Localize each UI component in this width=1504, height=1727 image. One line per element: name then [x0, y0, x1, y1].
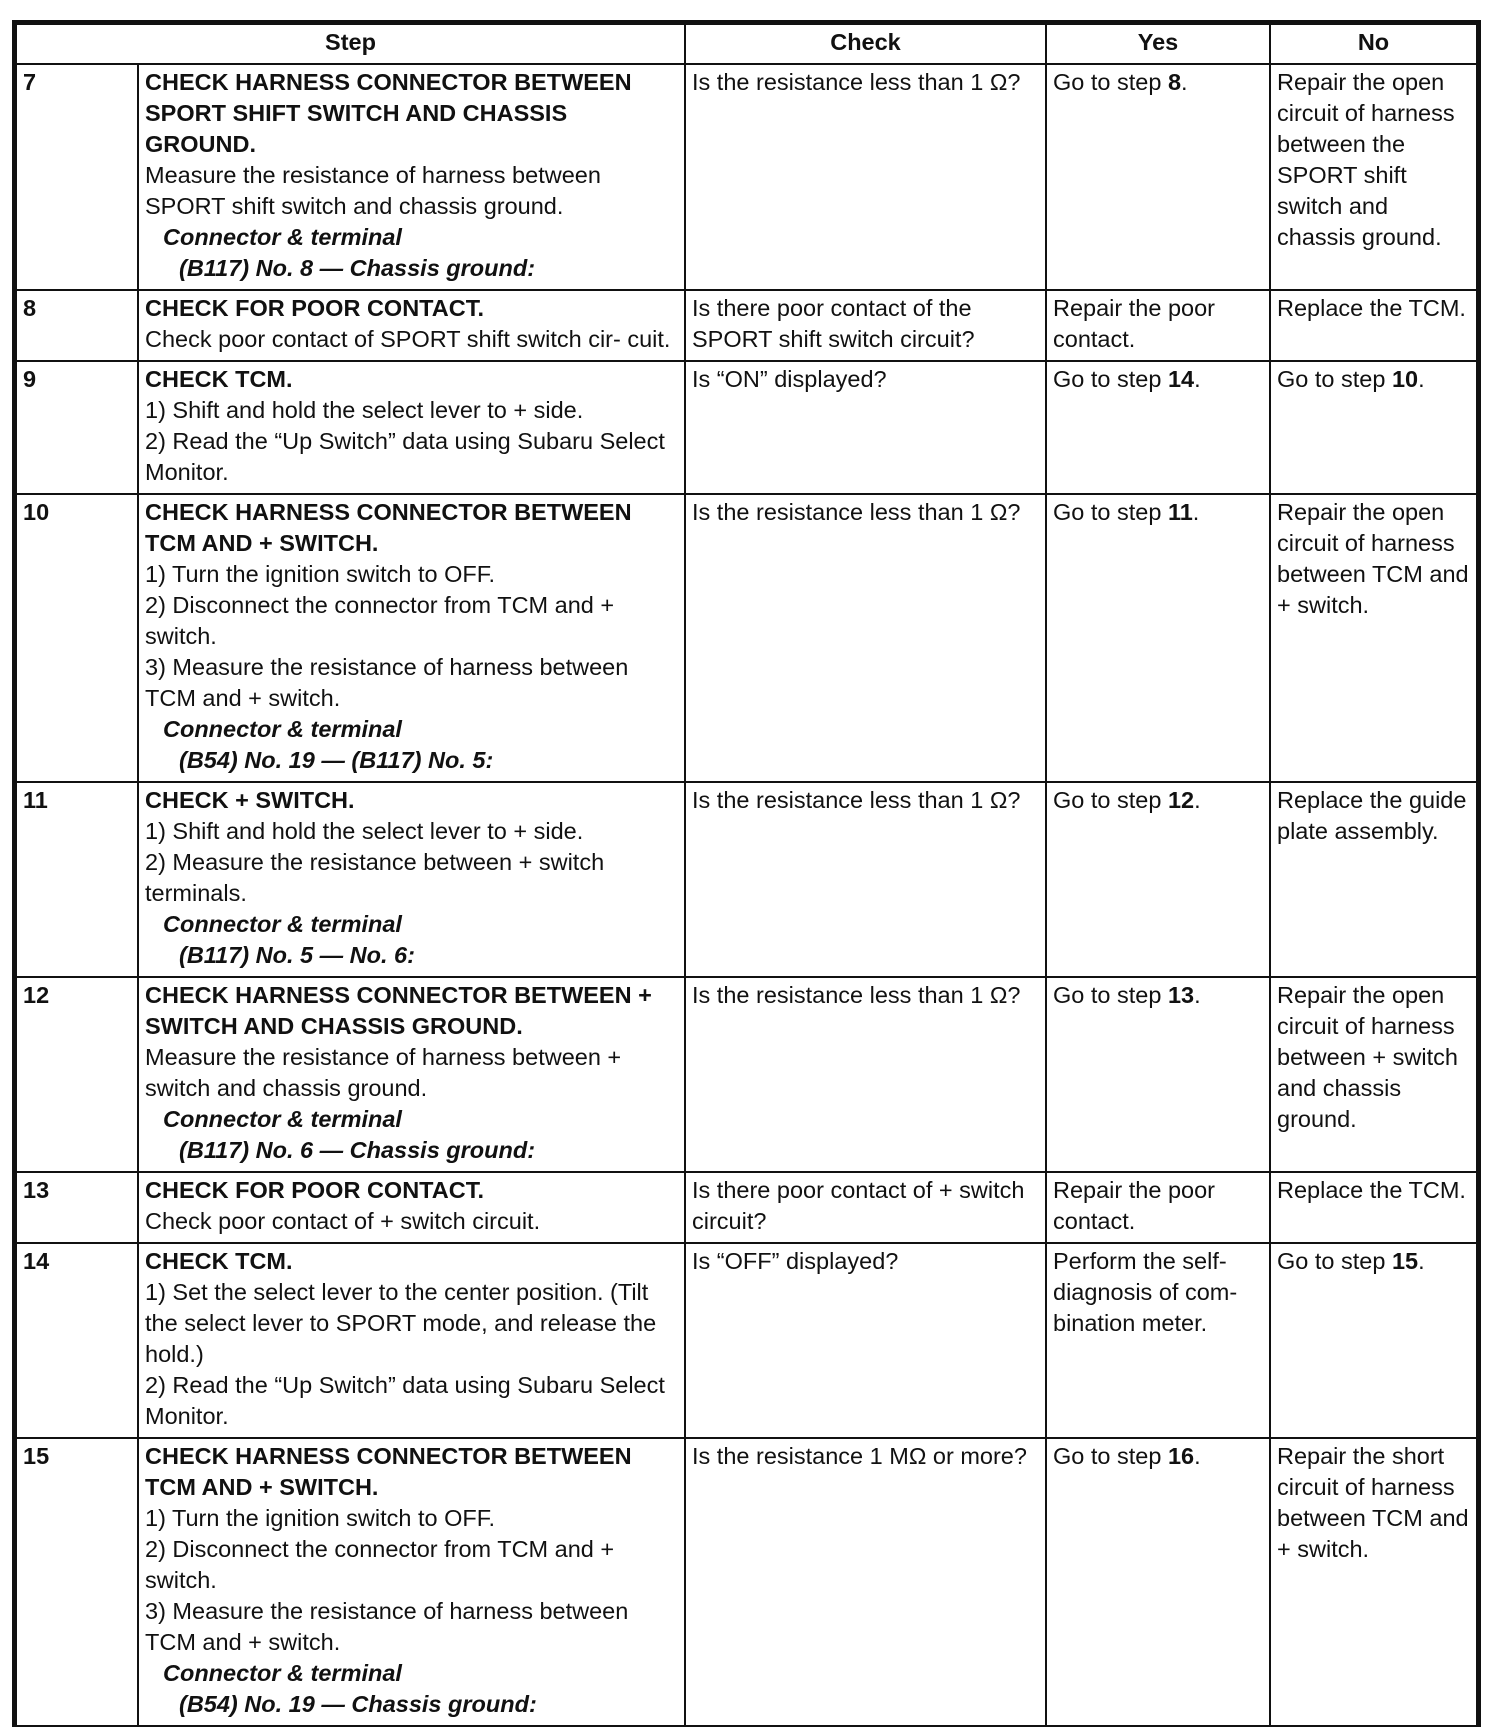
header-step: Step [16, 24, 685, 64]
check-cell: Is the resistance less than 1 Ω? [685, 782, 1046, 977]
table-row [16, 361, 1477, 494]
check-cell: Is “ON” displayed? [685, 361, 1046, 494]
step-title: CHECK FOR POOR CONTACT. [145, 1177, 485, 1203]
yes-cell: Repair the poor contact. [1046, 1172, 1270, 1243]
step-instruction: 1) Shift and hold the select lever to + side. [145, 818, 584, 844]
check-cell: Is the resistance 1 MΩ or more? [685, 1438, 1046, 1726]
check-cell: Is “OFF” displayed? [685, 1243, 1046, 1438]
header-row [16, 24, 1477, 64]
step-instruction: 1) Set the select lever to the center position. (Tilt the select lever to SPORT mode, and release the hold.) [145, 1279, 657, 1367]
step-number: 13 [16, 1172, 138, 1243]
step-instruction: 3) Measure the resistance of harness between TCM and + switch. [145, 1598, 629, 1655]
table-row [16, 290, 1477, 361]
step-number: 9 [16, 361, 138, 494]
header-check: Check [685, 24, 1046, 64]
yes-cell: Go to step 16. [1046, 1438, 1270, 1726]
table-row [16, 977, 1477, 1172]
step-instruction: 2) Disconnect the connector from TCM and + switch. [145, 592, 615, 649]
table-row [16, 1172, 1477, 1243]
connector-label: Connector & terminal [163, 224, 402, 250]
step-instruction: 2) Disconnect the connector from TCM and + switch. [145, 1536, 615, 1593]
yes-step-ref: 11 [1167, 499, 1193, 525]
yes-cell: Go to step 11. [1046, 494, 1270, 782]
step-instruction: Measure the resistance of harness between SPORT shift switch and chassis ground. [145, 162, 601, 219]
yes-cell: Go to step 12. [1046, 782, 1270, 977]
yes-step-ref: 13 [1167, 982, 1195, 1008]
step-number: 7 [16, 64, 138, 290]
step-instruction: 1) Shift and hold the select lever to + side. [145, 397, 584, 423]
yes-step-ref: 8 [1167, 69, 1182, 95]
step-number: 15 [16, 1438, 138, 1726]
table-row [16, 782, 1477, 977]
no-cell: Repair the open circuit of harness between TCM and + switch. [1270, 494, 1477, 782]
yes-step-ref: 12 [1167, 787, 1195, 813]
step-instruction: Check poor contact of SPORT shift switch cir- cuit. [145, 326, 671, 352]
step-instruction: 1) Turn the ignition switch to OFF. [145, 561, 496, 587]
step-instruction: 2) Read the “Up Switch” data using Subaru Select Monitor. [145, 1372, 665, 1429]
yes-cell: Go to step 13. [1046, 977, 1270, 1172]
check-cell: Is there poor contact of the SPORT shift switch circuit? [685, 290, 1046, 361]
step-number: 12 [16, 977, 138, 1172]
diagnostic-table [15, 23, 1478, 1727]
yes-step-ref: 14 [1167, 366, 1195, 392]
no-cell: Replace the TCM. [1270, 290, 1477, 361]
header-no: No [1270, 24, 1477, 64]
no-step-ref: 10 [1391, 366, 1419, 392]
connector-label: Connector & terminal [163, 1660, 402, 1686]
step-number: 14 [16, 1243, 138, 1438]
header-yes: Yes [1046, 24, 1270, 64]
no-cell: Repair the short circuit of harness between TCM and + switch. [1270, 1438, 1477, 1726]
yes-step-ref: 16 [1167, 1443, 1195, 1469]
step-instruction: 2) Measure the resistance between + switch terminals. [145, 849, 605, 906]
no-cell: Replace the guide plate assembly. [1270, 782, 1477, 977]
step-content [138, 494, 685, 782]
table-row [16, 1243, 1477, 1438]
step-title: CHECK FOR POOR CONTACT. [145, 295, 485, 321]
connector-terminal: (B54) No. 19 — Chassis ground: [179, 1691, 537, 1717]
step-instruction: Check poor contact of + switch circuit. [145, 1208, 541, 1234]
check-cell: Is there poor contact of + switch circuit? [685, 1172, 1046, 1243]
step-number: 8 [16, 290, 138, 361]
check-cell: Is the resistance less than 1 Ω? [685, 64, 1046, 290]
connector-label: Connector & terminal [163, 911, 402, 937]
yes-cell: Go to step 14. [1046, 361, 1270, 494]
yes-cell: Repair the poor contact. [1046, 290, 1270, 361]
yes-cell: Perform the self- diagnosis of com- bination meter. [1046, 1243, 1270, 1438]
step-title: CHECK HARNESS CONNECTOR BETWEEN TCM AND + SWITCH. [145, 1443, 632, 1500]
step-content [138, 1243, 685, 1438]
check-cell: Is the resistance less than 1 Ω? [685, 977, 1046, 1172]
connector-terminal: (B54) No. 19 — (B117) No. 5: [179, 747, 494, 773]
no-cell: Go to step 15. [1270, 1243, 1477, 1438]
step-number: 10 [16, 494, 138, 782]
step-instruction: 1) Turn the ignition switch to OFF. [145, 1505, 496, 1531]
step-instruction: Measure the resistance of harness between + switch and chassis ground. [145, 1044, 622, 1101]
step-instruction: 2) Read the “Up Switch” data using Subaru Select Monitor. [145, 428, 665, 485]
step-title: CHECK HARNESS CONNECTOR BETWEEN + SWITCH AND CHASSIS GROUND. [145, 982, 652, 1039]
step-content [138, 64, 685, 290]
table-row [16, 64, 1477, 290]
connector-terminal: (B117) No. 5 — No. 6: [179, 942, 415, 968]
step-content [138, 1438, 685, 1726]
step-number: 11 [16, 782, 138, 977]
connector-label: Connector & terminal [163, 1106, 402, 1132]
connector-terminal: (B117) No. 6 — Chassis ground: [179, 1137, 536, 1163]
table-row [16, 494, 1477, 782]
check-cell: Is the resistance less than 1 Ω? [685, 494, 1046, 782]
no-cell: Replace the TCM. [1270, 1172, 1477, 1243]
connector-terminal: (B117) No. 8 — Chassis ground: [179, 255, 536, 281]
no-cell: Repair the open circuit of harness between + switch and chassis ground. [1270, 977, 1477, 1172]
step-title: CHECK + SWITCH. [145, 787, 355, 813]
step-title: CHECK TCM. [145, 366, 293, 392]
step-content [138, 977, 685, 1172]
step-title: CHECK TCM. [145, 1248, 293, 1274]
step-title: CHECK HARNESS CONNECTOR BETWEEN TCM AND + SWITCH. [145, 499, 632, 556]
step-content [138, 290, 685, 361]
step-content [138, 361, 685, 494]
no-cell: Go to step 10. [1270, 361, 1477, 494]
connector-label: Connector & terminal [163, 716, 402, 742]
no-cell: Repair the open circuit of harness between the SPORT shift switch and chassis ground. [1270, 64, 1477, 290]
step-title: CHECK HARNESS CONNECTOR BETWEEN SPORT SHIFT SWITCH AND CHASSIS GROUND. [145, 69, 632, 157]
step-instruction: 3) Measure the resistance of harness between TCM and + switch. [145, 654, 629, 711]
yes-cell: Go to step 8. [1046, 64, 1270, 290]
table-row [16, 1438, 1477, 1726]
step-content [138, 1172, 685, 1243]
no-step-ref: 15 [1391, 1248, 1419, 1274]
step-content [138, 782, 685, 977]
